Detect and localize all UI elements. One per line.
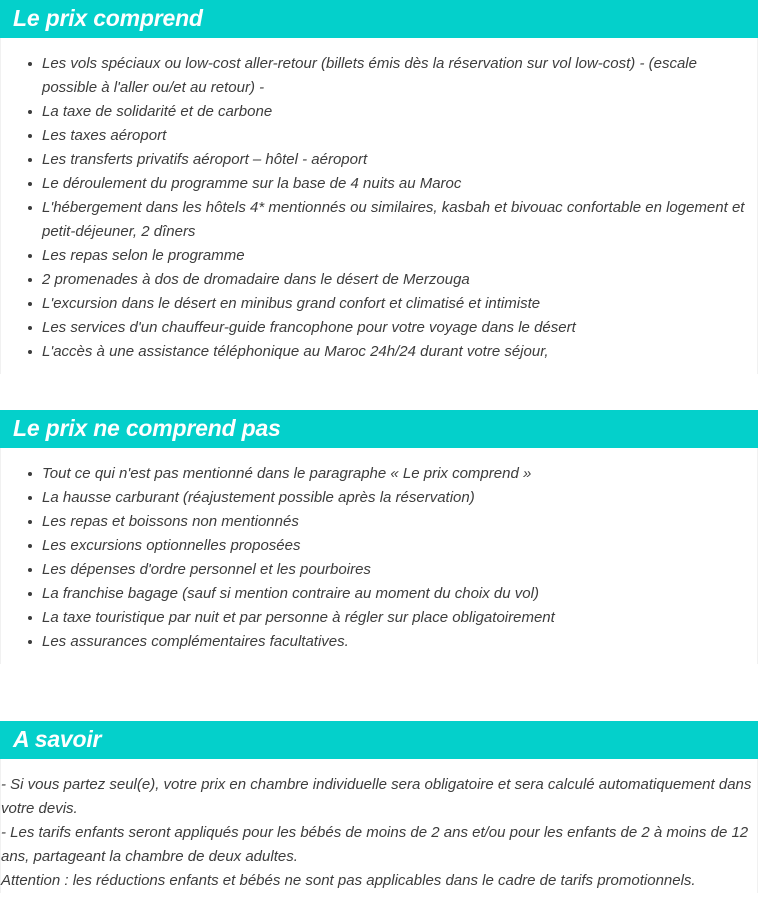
list-item: Les dépenses d'ordre personnel et les pourboires [1, 558, 745, 582]
list-item: L'hébergement dans les hôtels 4* mentionnés ou similaires, kasbah et bivouac confortable en logement et petit-déjeuner, 2 dîners [1, 196, 745, 244]
section-header-not-included: Le prix ne comprend pas [0, 410, 758, 448]
section-header-good-to-know: A savoir [0, 721, 758, 759]
list-item: Le déroulement du programme sur la base de 4 nuits au Maroc [1, 172, 745, 196]
not-included-list [1, 448, 757, 664]
note-paragraph: - Les tarifs enfants seront appliqués pour les bébés de moins de 2 ans et/ou pour les enfants de 2 à moins de 12 ans, partageant la chambre de deux adultes. [1, 824, 749, 865]
list-item: Les repas et boissons non mentionnés [1, 510, 745, 534]
list-item: L'accès à une assistance téléphonique au Maroc 24h/24 durant votre séjour, [1, 340, 745, 364]
list-item: Tout ce qui n'est pas mentionné dans le paragraphe « Le prix comprend » [1, 462, 745, 486]
list-item: Les transferts privatifs aéroport – hôtel - aéroport [1, 148, 745, 172]
section-body-not-included [0, 448, 758, 664]
section-body-included [0, 38, 758, 374]
section-gap-2 [0, 664, 758, 721]
list-item: 2 promenades à dos de dromadaire dans le désert de Merzouga [1, 268, 745, 292]
list-item: Les excursions optionnelles proposées [1, 534, 745, 558]
section-body-good-to-know [0, 759, 758, 893]
note-paragraph: Attention : les réductions enfants et bébés ne sont pas applicables dans le cadre de tarifs promotionnels. [1, 872, 696, 889]
list-item: Les vols spéciaux ou low-cost aller-retour (billets émis dès la réservation sur vol low-cost) - (escale possible à l'aller ou/et au retour) - [1, 52, 745, 100]
list-item: L'excursion dans le désert en minibus grand confort et climatisé et intimiste [1, 292, 745, 316]
included-list [1, 38, 757, 374]
note-paragraph: - Si vous partez seul(e), votre prix en chambre individuelle sera obligatoire et sera calculé automatiquement dans votre devis. [1, 776, 752, 817]
list-item: Les taxes aéroport [1, 124, 745, 148]
section-gap-1 [0, 374, 758, 410]
list-item: La taxe touristique par nuit et par personne à régler sur place obligatoirement [1, 606, 745, 630]
section-header-included: Le prix comprend [0, 0, 758, 38]
good-to-know-notes [1, 759, 757, 893]
list-item: La franchise bagage (sauf si mention contraire au moment du choix du vol) [1, 582, 745, 606]
list-item: Les assurances complémentaires facultatives. [1, 630, 745, 654]
list-item: La hausse carburant (réajustement possible après la réservation) [1, 486, 745, 510]
list-item: Les repas selon le programme [1, 244, 745, 268]
list-item: Les services d'un chauffeur-guide francophone pour votre voyage dans le désert [1, 316, 745, 340]
list-item: La taxe de solidarité et de carbone [1, 100, 745, 124]
